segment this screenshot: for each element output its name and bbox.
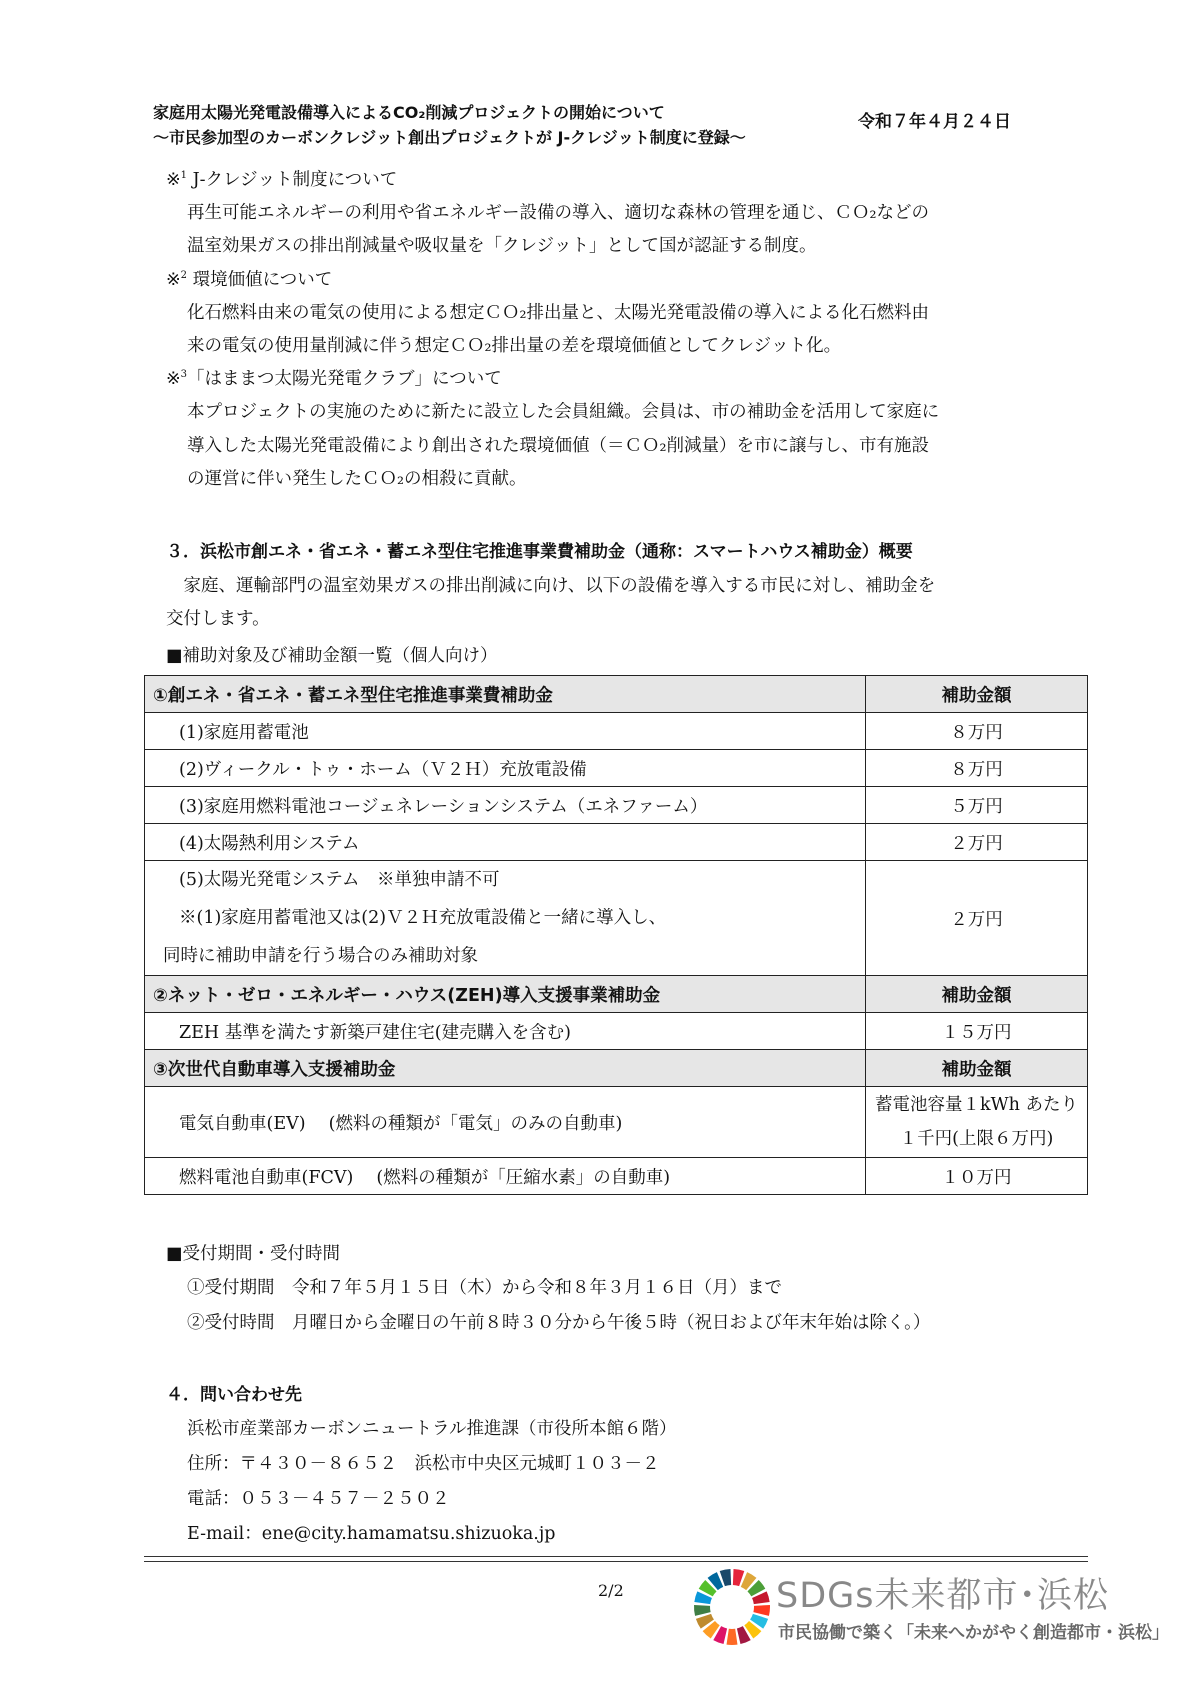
table-row-solar: (5)太陽光発電システム ※単独申請不可 ※(1)家庭用蓄電池又は(2)Ｖ２Ｈ充放電設備と一緒に導入し、 同時に補助申請を行う場合のみ補助対象 ２万円 xyxy=(145,861,1088,976)
table-caption: ■補助対象及び補助金額一覧（個人向け） xyxy=(166,646,498,666)
table-row: ZEH 基準を満たす新築戸建住宅(建売購入を含む) １５万円 xyxy=(145,1013,1088,1050)
table-row-ev: 電気自動車(EV) (燃料の種類が「電気」のみの自動車) 蓄電池容量１kWh あたり １千円(上限６万円) xyxy=(145,1087,1088,1158)
note-2-title: ※$^2$ 環境価値について xyxy=(166,270,333,290)
header-date: 令和７年４月２４日 xyxy=(858,112,1011,132)
footer-rule xyxy=(144,1556,1088,1557)
solar-line3: 同時に補助申請を行う場合のみ補助対象 xyxy=(163,946,478,966)
header-title-line2: ～市民参加型のカーボンクレジット創出プロジェクトが J-クレジット制度に登録～ xyxy=(153,128,746,147)
group1-title: ①創エネ・省エネ・蓄エネ型住宅推進事業費補助金 xyxy=(145,676,866,713)
solar-line1: (5)太陽光発電システム ※単独申請不可 xyxy=(179,870,500,890)
note-2-line1: 化石燃料由来の電気の使用による想定ＣＯ₂排出量と、太陽光発電設備の導入による化石燃料由 xyxy=(187,303,930,323)
contact-address: 住所：〒４３０－８６５２ 浜松市中央区元城町１０３－２ xyxy=(187,1454,660,1474)
contact-email[interactable]: E-mail：ene@city.hamamatsu.shizuoka.jp xyxy=(187,1524,556,1544)
header-title-line1: 家庭用太陽光発電設備導入によるCO₂削減プロジェクトの開始について xyxy=(153,103,665,122)
note-2-line2: 来の電気の使用量削減に伴う想定ＣＯ₂排出量の差を環境価値としてクレジット化。 xyxy=(187,336,842,356)
table-group2-header xyxy=(145,976,1088,1013)
note-1-title: ※$^1$ J-クレジット制度について xyxy=(166,170,398,190)
footer-rule xyxy=(144,1561,1088,1562)
note-1-line1: 再生可能エネルギーの利用や省エネルギー設備の導入、適切な森林の管理を通じ、ＣＯ₂などの xyxy=(187,203,930,223)
sdgs-wheel-segment xyxy=(753,1605,770,1616)
note-3-title: ※$^3$「はままつ太陽光発電クラブ」について xyxy=(166,369,502,389)
contact-phone: 電話：０５３－４５７－２５０２ xyxy=(187,1489,450,1509)
ev-amount-line1: 蓄電池容量１kWh あたり xyxy=(875,1095,1078,1115)
section3-body-line2: 交付します。 xyxy=(166,609,270,629)
note-3-line3: の運営に伴い発生したＣＯ₂の相殺に貢献。 xyxy=(187,469,527,489)
sdgs-tagline: 市民協働で築く「未来へかがやく創造都市・浜松」 xyxy=(778,1623,1169,1643)
group3-title: ③次世代自動車導入支援補助金 xyxy=(145,1050,866,1087)
section3-heading: ３．浜松市創エネ・省エネ・蓄エネ型住宅推進事業費補助金（通称：スマートハウス補助金）概要 xyxy=(166,542,913,562)
section3-body-line1: 家庭、運輸部門の温室効果ガスの排出削減に向け、以下の設備を導入する市民に対し、補助金を xyxy=(166,576,936,596)
sdgs-wheel-segment xyxy=(694,1605,711,1616)
contact-office: 浜松市産業部カーボンニュートラル推進課（市役所本館６階） xyxy=(187,1419,677,1439)
note-3-line1: 本プロジェクトの実施のために新たに設立した会員組織。会員は、市の補助金を活用して家庭に xyxy=(187,402,940,422)
ev-amount-line2: １千円(上限６万円) xyxy=(899,1129,1054,1149)
reception-hours: ②受付時間 月曜日から金曜日の午前８時３０分から午後５時（祝日および年末年始は除く。） xyxy=(187,1313,931,1333)
reception-period: ①受付期間 令和７年５月１５日（木）から令和８年３月１６日（月）まで xyxy=(187,1278,782,1298)
table-row: (3)家庭用燃料電池コージェネレーションシステム（エネファーム） ５万円 xyxy=(145,787,1088,824)
group2-amount-header: 補助金額 xyxy=(866,976,1088,1013)
group2-title: ②ネット・ゼロ・エネルギー・ハウス(ZEH)導入支援事業補助金 xyxy=(145,976,866,1013)
group1-amount-header: 補助金額 xyxy=(866,676,1088,713)
group3-amount-header: 補助金額 xyxy=(866,1050,1088,1087)
table-row: (2)ヴィークル・トゥ・ホーム（Ｖ２Ｈ）充放電設備 ８万円 xyxy=(145,750,1088,787)
table-group1-header xyxy=(145,676,1088,713)
table-row-fcv: 燃料電池自動車(FCV) (燃料の種類が「圧縮水素」の自動車) １０万円 xyxy=(145,1158,1088,1195)
sdgs-wheel-segment xyxy=(727,1629,738,1645)
note-3-line2: 導入した太陽光発電設備により創出された環境価値（＝ＣＯ₂削減量）を市に譲与し、市有施設 xyxy=(187,436,930,456)
reception-heading: ■受付期間・受付時間 xyxy=(166,1244,341,1264)
sdgs-logo-text: SDGs未来都市･浜松 xyxy=(776,1576,1110,1616)
note-1-line2: 温室効果ガスの排出削減量や吸収量を「クレジット」として国が認証する制度。 xyxy=(187,236,817,256)
subsidy-table xyxy=(144,675,1088,1195)
table-group3-header xyxy=(145,1050,1088,1087)
sdgs-wheel-icon xyxy=(692,1567,772,1647)
table-row: (1)家庭用蓄電池 ８万円 xyxy=(145,713,1088,750)
page-number: 2/2 xyxy=(598,1581,624,1600)
table-row: (4)太陽熱利用システム ２万円 xyxy=(145,824,1088,861)
section4-heading: ４．問い合わせ先 xyxy=(166,1385,302,1405)
solar-line2: ※(1)家庭用蓄電池又は(2)Ｖ２Ｈ充放電設備と一緒に導入し、 xyxy=(179,908,667,928)
